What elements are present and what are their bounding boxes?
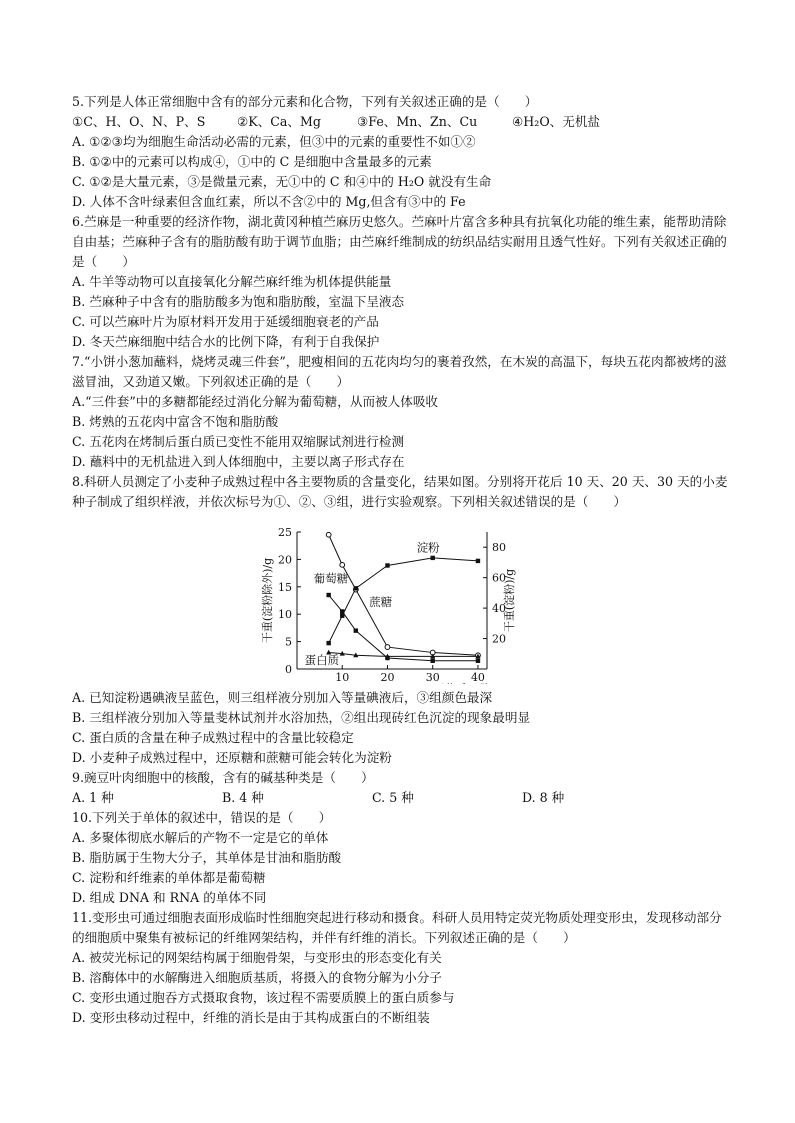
y-right-tick-label: 60	[492, 571, 506, 585]
data-point	[476, 659, 480, 663]
data-point	[385, 645, 390, 650]
element-group-4: ④H₂O、无机盐	[512, 114, 601, 129]
y-left-tick-label: 0	[285, 663, 292, 676]
x-tick-label: 10	[335, 671, 350, 684]
element-group-3: ③Fe、Mn、Zn、Cu	[357, 114, 478, 129]
options-row	[72, 788, 732, 808]
y-right-tick-label: 40	[492, 602, 506, 616]
dry-weight-chart	[72, 514, 732, 684]
option-c[interactable]: C. 变形虫通过胞吞方式摄取食物，该过程不需要质膜上的蛋白质参与	[72, 990, 455, 1005]
option-a[interactable]: A. 牛羊等动物可以直接氧化分解苎麻纤维为机体提供能量	[72, 274, 392, 289]
data-point	[326, 532, 331, 537]
question-8	[72, 472, 732, 768]
question-5	[72, 92, 732, 212]
series-line-淀粉	[329, 558, 478, 643]
series-label: 蔗糖	[369, 594, 393, 609]
option-a[interactable]: A. 1 种	[72, 790, 114, 805]
x-tick-label: 40	[470, 671, 485, 684]
data-point	[340, 562, 345, 567]
option-c[interactable]: C. 淀粉和纤维素的单体都是葡萄糖	[72, 870, 266, 885]
option-a[interactable]: A. 多聚体彻底水解后的产物不一定是它的单体	[72, 830, 329, 845]
series-line-蔗糖	[329, 535, 478, 656]
option-d[interactable]: D. 组成 DNA 和 RNA 的单体不同	[72, 890, 267, 905]
option-c[interactable]: C. 5 种	[372, 790, 414, 805]
option-b[interactable]: B. 三组样液分别加入等量斐林试剂并水浴加热，②组出现砖红色沉淀的现象最明显	[72, 710, 531, 725]
option-a[interactable]: A.“三件套”中的多糖都能经过消化分解为葡萄糖，从而被人体吸收	[72, 394, 439, 409]
y-left-tick-label: 5	[285, 635, 292, 649]
y-left-tick-label: 20	[278, 553, 292, 567]
option-b[interactable]: B. 脂肪属于生物大分子，其单体是甘油和脂肪酸	[72, 850, 342, 865]
option-d[interactable]: D. 8 种	[522, 790, 565, 805]
data-point	[340, 614, 344, 618]
option-a[interactable]: A. 已知淀粉遇碘液呈蓝色，则三组样液分别加入等量碘液后，③组颜色最深	[72, 690, 493, 705]
question-9	[72, 768, 732, 808]
option-d[interactable]: D. 人体不含叶绿素但含血红素，所以不含②中的 Mg,但含有③中的 Fe	[72, 194, 466, 209]
element-group-1: ①C、H、O、N、P、S	[72, 114, 206, 129]
element-group-2: ②K、Ca、Mg	[237, 114, 321, 129]
option-d[interactable]: D. 小麦种子成熟过程中，还原糖和蔗糖可能会转化为淀粉	[72, 750, 392, 765]
series-label: 葡萄糖	[313, 571, 349, 586]
option-b[interactable]: B. 4 种	[222, 790, 264, 805]
element-groups	[72, 112, 732, 132]
series-label: 蛋白质	[304, 653, 340, 668]
option-b[interactable]: B. 苎麻种子中含有的脂肪酸多为饱和脂肪酸，室温下呈液态	[72, 294, 405, 309]
data-point	[385, 563, 389, 567]
question-stem: 9.豌豆叶肉细胞中的核酸，含有的碱基种类是（ ）	[72, 770, 374, 785]
x-axis-label	[433, 682, 502, 684]
data-point	[354, 628, 358, 632]
data-point	[326, 593, 330, 597]
option-a[interactable]: A. ①②③均为细胞生命活动必需的元素，但③中的元素的重要性不如①②	[72, 134, 476, 149]
option-c[interactable]: C. 蛋白质的含量在种子成熟过程中的含量比较稳定	[72, 730, 354, 745]
question-stem: 7.“小饼小葱加蘸料，烧烤灵魂三件套”，肥瘦相间的五花肉均匀的裹着孜然，在木炭的高温下，每块五花肉都被烤的滋滋冒油，又劲道又嫩。下列叙述正确的是（ ）	[72, 354, 727, 389]
question-stem: 5.下列是人体正常细胞中含有的部分元素和化合物，下列有关叙述正确的是（ ）	[72, 94, 538, 109]
option-c[interactable]: C. ①②是大量元素，③是微量元素，无①中的 C 和④中的 H₂O 就没有生命	[72, 174, 492, 189]
question-stem: 8.科研人员测定了小麦种子成熟过程中各主要物质的含量变化，结果如图。分别将开花后 10 天、20 天、30 天的小麦种子制成了组织样液，并依次标号为①、②、③组，进行实验观察。下列相关叙述错误的是（ ）	[72, 474, 728, 509]
question-7	[72, 352, 732, 472]
data-point	[340, 609, 344, 613]
option-d[interactable]: D. 变形虫移动过程中，纤维的消长是由于其构成蛋白的不断组装	[72, 1010, 430, 1025]
series-label: 淀粉	[416, 540, 440, 555]
data-point	[431, 659, 435, 663]
option-d[interactable]: D. 冬天苎麻细胞中结合水的比例下降，有利于自我保护	[72, 334, 380, 349]
option-b[interactable]: B. ①②中的元素可以构成④，①中的 C 是细胞中含量最多的元素	[72, 154, 432, 169]
option-d[interactable]: D. 蘸料中的无机盐进入到人体细胞中，主要以离子形式存在	[72, 454, 405, 469]
y-left-axis-label: 干重(淀粉除外)/g	[261, 557, 274, 644]
y-left-tick-label: 10	[278, 608, 292, 622]
option-b[interactable]: B. 溶酶体中的水解酶进入细胞质基质，将摄入的食物分解为小分子	[72, 970, 442, 985]
series-line-蛋白质	[329, 653, 478, 657]
question-11	[72, 908, 732, 1028]
question-stem: 11.变形虫可通过细胞表面形成临时性细胞突起进行移动和摄食。科研人员用特定荧光物质处理变形虫，发现移动部分的细胞质中聚集有被标记的纤维网架结构，并伴有纤维的消长。下列叙述正确的是（ ）	[72, 910, 722, 945]
question-6	[72, 212, 732, 352]
chart-svg	[72, 514, 732, 684]
option-c[interactable]: C. 可以苎麻叶片为原材料开发用于延缓细胞衰老的产品	[72, 314, 379, 329]
y-left-tick-label: 15	[278, 580, 292, 594]
question-10	[72, 808, 732, 908]
x-tick-label: 30	[425, 671, 440, 684]
x-tick-label: 20	[380, 671, 395, 684]
data-point	[476, 559, 480, 563]
option-b[interactable]: B. 烤熟的五花肉中富含不饱和脂肪酸	[72, 414, 279, 429]
series-line-葡萄糖	[329, 595, 478, 661]
data-point	[354, 586, 358, 590]
option-c[interactable]: C. 五花肉在烤制后蛋白质已变性不能用双缩脲试剂进行检测	[72, 434, 405, 449]
question-stem: 6.苎麻是一种重要的经济作物，湖北黄冈种植苎麻历史悠久。苎麻叶片富含多种具有抗氧化功能的维生素，能帮助清除自由基；苎麻种子含有的脂肪酸有助于调节血脂；由苎麻纤维制成的纺织品结实耐用且透气性好。下列有关叙述正确的是（ ）	[72, 214, 727, 269]
y-right-tick-label: 20	[492, 632, 506, 646]
data-point	[431, 556, 435, 560]
question-stem: 10.下列关于单体的叙述中，错误的是（ ）	[72, 810, 332, 825]
exam-page	[72, 92, 732, 1028]
y-left-tick-label: 25	[278, 526, 292, 539]
option-a[interactable]: A. 被荧光标记的网架结构属于细胞骨架，与变形虫的形态变化有关	[72, 950, 442, 965]
y-right-tick-label: 80	[492, 541, 506, 555]
y-right-axis-label: 干重(淀粉)/g	[503, 568, 516, 633]
data-point	[326, 641, 330, 645]
